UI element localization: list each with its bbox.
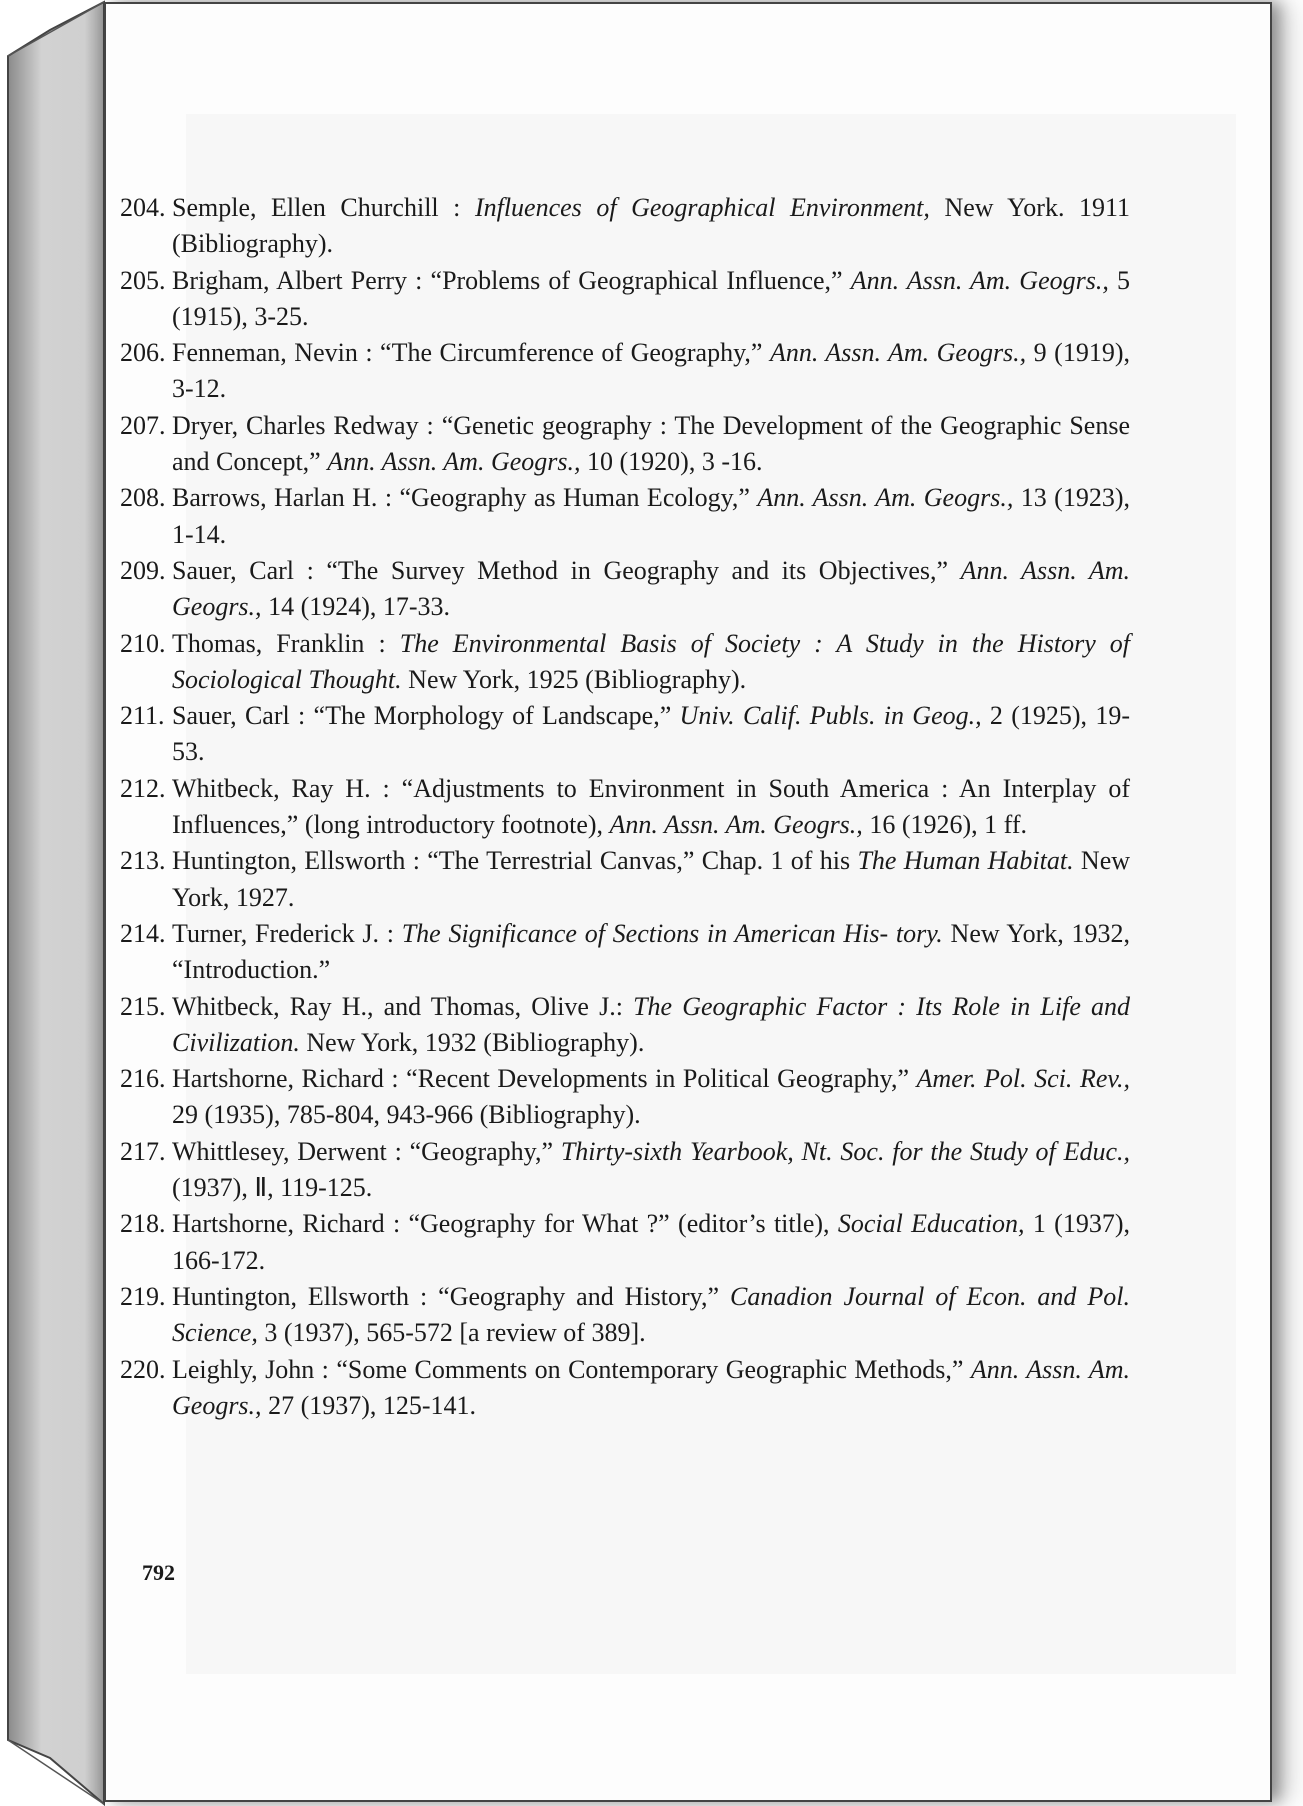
entry-text: Sauer, Carl : “The Survey Method in Geography and its Objectives,” [172,555,961,585]
entry-number: 217. [120,1136,166,1166]
entry-number: 211. [120,701,165,731]
entry-title-italic: Amer. Pol. Sci. Rev., [916,1064,1130,1094]
entry-text: Hartshorne, Richard : “Recent Developments in Political Geography,” [172,1064,917,1094]
entry-title-italic: Univ. Calif. Publs. in Geog., [679,701,982,731]
entry-title-italic: Social Education, [837,1209,1025,1239]
entry-text: Whitbeck, Ray H. : “Adjustments to Environment in South America : An Interplay of Influences,” (long introductory footnote), [172,773,1130,840]
bibliography-entry [120,190,1130,263]
entry-number: 207. [120,410,166,440]
entry-text: (1937), Ⅱ, 119-125. [172,1173,373,1203]
entry-text: Huntington, Ellsworth : “The Terrestrial Canvas,” Chap. 1 of his [172,846,858,876]
entry-title-italic: The Environmental Basis of Society : A Study in the History of Sociological Thought. [172,628,1130,694]
entry-title-italic: The Geographic Factor : Its Role in Life and Civilization. [172,991,1131,1057]
entry-text: New York, 1932, “Introduction.” [172,918,1130,985]
bibliography-entry [120,698,1130,771]
entry-text: Whitbeck, Ray H., and Thomas, Olive J.: [172,991,634,1021]
entry-text: Leighly, John : “Some Comments on Contemporary Geographic Methods,” [172,1354,971,1384]
entry-text: New York, 1925 (Bibliography). [401,664,747,694]
entry-number: 220. [120,1354,166,1384]
entry-title-italic: The Human Habitat. [857,846,1074,876]
bibliography-entry [120,626,1130,699]
entry-text: 5 (1915), 3-25. [172,265,1130,331]
bibliography-entry [120,1352,1130,1425]
entry-number: 210. [120,628,166,658]
entry-title-italic: Thirty-sixth Yearbook, Nt. Soc. for the Study of Educ., [560,1136,1130,1166]
bibliography-entry [120,553,1130,626]
entry-text: 3 (1937), 565-572 [a review of 389]. [257,1318,646,1348]
entry-text: 29 (1935), 785-804, 943-966 (Bibliography). [172,1100,641,1130]
entry-text: New York, 1927. [172,846,1131,912]
bibliography-entry [120,335,1130,408]
entry-title-italic: Ann. Assn. Am. Geogrs., [769,338,1027,368]
entry-text: Sauer, Carl : “The Morphology of Landscape,” [172,701,680,731]
entry-title-italic: Ann. Assn. Am. Geogrs., [757,483,1014,513]
book-spine-edge [0,0,108,1806]
entry-title-italic: Ann. Assn. Am. Geogrs., [850,265,1109,295]
entry-text: Dryer, Charles Redway : “Genetic geography : The Development of the Geographic Sense and Concept,” [172,410,1130,477]
bibliography-entry [120,1134,1130,1207]
entry-number: 209. [120,555,166,585]
bibliography-entry [120,843,1130,916]
entry-title-italic: Ann. Assn. Am. Geogrs., [327,447,581,477]
bibliography-entry [120,1061,1130,1134]
entry-text: 2 (1925), 19-53. [172,701,1130,767]
entry-text: 9 (1919), 3-12. [172,338,1130,404]
entry-number: 214. [120,918,166,948]
entry-number: 213. [120,846,166,876]
bibliography-entry [120,263,1130,336]
bibliography-entry [120,408,1130,481]
entry-text: New York. 1911 (Bibliography). [172,193,1131,259]
entry-text: Fenneman, Nevin : “The Circumference of Geography,” [172,338,770,368]
entry-text: 27 (1937), 125-141. [261,1390,477,1420]
bibliography-entry [120,1279,1130,1352]
entry-text: Barrows, Harlan H. : “Geography as Human Ecology,” [172,483,758,513]
bibliography-entry [120,480,1130,553]
entry-title-italic: Ann. Assn. Am. Geogrs., [172,555,1131,622]
entry-number: 216. [120,1064,166,1094]
entry-text: Semple, Ellen Churchill : [172,193,475,222]
entry-number: 204. [120,193,166,222]
entry-number: 218. [120,1209,166,1239]
entry-text: New York, 1932 (Bibliography). [299,1027,645,1057]
entry-number: 212. [120,773,166,803]
entry-number: 208. [120,483,166,513]
entry-text: 10 (1920), 3 -16. [580,447,763,477]
entry-title-italic: Canadion Journal of Econ. and Pol. Science, [172,1281,1130,1348]
page-number: 792 [142,1560,175,1585]
entry-text: 14 (1924), 17-33. [261,592,451,622]
entry-text: 1 (1937), 166-172. [172,1209,1130,1275]
entry-text: 16 (1926), 1 ff. [862,810,1027,840]
entry-text: Brigham, Albert Perry : “Problems of Geographical Influence,” [172,265,851,295]
bibliography-entry [120,771,1130,844]
entry-number: 215. [120,991,166,1021]
entry-number: 205. [120,265,166,295]
entry-text: Huntington, Ellsworth : “Geography and History,” [172,1281,730,1311]
bibliography-entry [120,916,1130,989]
entry-text: Turner, Frederick J. : [172,918,402,948]
entry-text: Whittlesey, Derwent : “Geography,” [172,1136,561,1166]
entry-title-italic: Ann. Assn. Am. Geogrs., [609,810,863,840]
bibliography-list [120,190,1130,1424]
entry-title-italic: Ann. Assn. Am. Geogrs., [172,1354,1130,1420]
entry-text: Thomas, Franklin : [172,628,400,658]
bibliography-entry [120,1206,1130,1279]
entry-text: Hartshorne, Richard : “Geography for What ?” (editor’s title), [172,1209,838,1239]
bibliography-entry [120,989,1130,1062]
entry-number: 219. [120,1281,166,1311]
entry-title-italic: Influences of Geographical Environment, [474,193,930,222]
entry-number: 206. [120,338,166,368]
entry-text: 13 (1923), 1-14. [172,483,1130,549]
entry-title-italic: The Significance of Sections in American His- tory. [401,918,943,948]
